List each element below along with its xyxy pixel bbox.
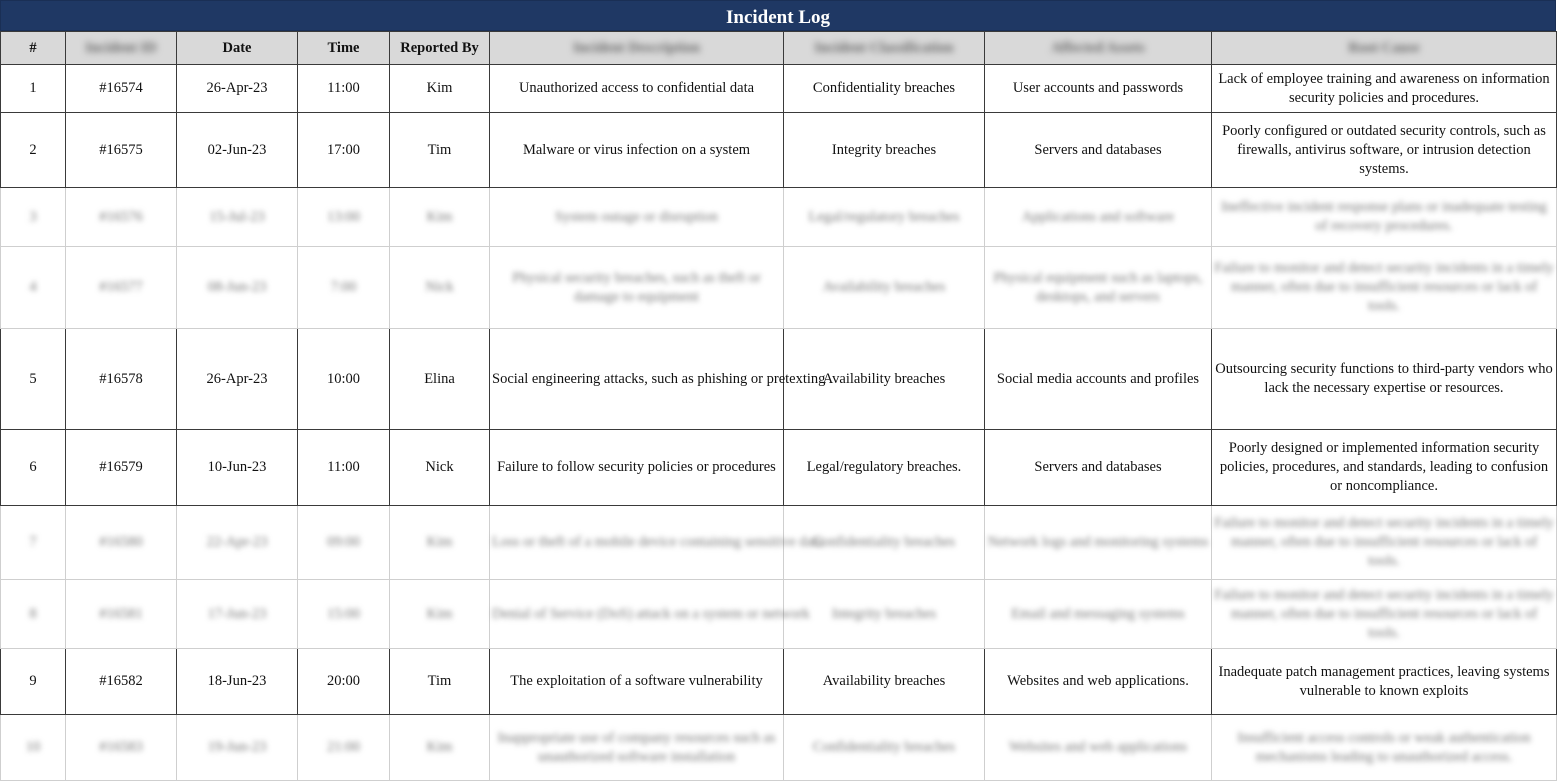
- cell-affected-assets[interactable]: Servers and databases: [985, 113, 1212, 188]
- cell-incident-id[interactable]: #16583: [66, 715, 177, 781]
- cell-reported-by[interactable]: Nick: [390, 430, 490, 506]
- cell-time[interactable]: 15:00: [298, 580, 390, 649]
- cell-affected-assets[interactable]: Websites and web applications: [985, 715, 1212, 781]
- header-num[interactable]: #: [1, 32, 66, 65]
- cell-description[interactable]: Malware or virus infection on a system: [490, 113, 784, 188]
- cell-description[interactable]: Unauthorized access to confidential data: [490, 65, 784, 113]
- cell-time[interactable]: 11:00: [298, 430, 390, 506]
- cell-description[interactable]: The exploitation of a software vulnerability: [490, 649, 784, 715]
- cell-incident-id[interactable]: #16582: [66, 649, 177, 715]
- header-row: [1, 32, 1557, 65]
- cell-reported-by[interactable]: Kim: [390, 65, 490, 113]
- cell-time[interactable]: 21:00: [298, 715, 390, 781]
- header-date[interactable]: Date: [177, 32, 298, 65]
- cell-root-cause[interactable]: Failure to monitor and detect security incidents in a timely manner, often due to insufficient resources or lack of tools.: [1212, 506, 1557, 580]
- table-row: [1, 329, 1557, 430]
- cell-date[interactable]: 10-Jun-23: [177, 430, 298, 506]
- cell-incident-id[interactable]: #16577: [66, 247, 177, 329]
- cell-num[interactable]: 9: [1, 649, 66, 715]
- cell-date[interactable]: 26-Apr-23: [177, 329, 298, 430]
- table-row: [1, 247, 1557, 329]
- table-row: [1, 65, 1557, 113]
- cell-classification[interactable]: Availability breaches: [784, 247, 985, 329]
- cell-classification[interactable]: Legal/regulatory breaches.: [784, 430, 985, 506]
- header-root-cause[interactable]: Root Cause: [1212, 32, 1557, 65]
- cell-classification[interactable]: Confidentiality breaches: [784, 715, 985, 781]
- table-row: [1, 649, 1557, 715]
- cell-reported-by[interactable]: Kim: [390, 188, 490, 247]
- incident-table: [0, 31, 1557, 781]
- sheet-title: Incident Log: [0, 0, 1556, 31]
- table-row: [1, 113, 1557, 188]
- cell-description[interactable]: Failure to follow security policies or procedures: [490, 430, 784, 506]
- cell-num[interactable]: 6: [1, 430, 66, 506]
- cell-root-cause[interactable]: Failure to monitor and detect security incidents in a timely manner, often due to insufficient resources or lack of tools.: [1212, 580, 1557, 649]
- cell-affected-assets[interactable]: Websites and web applications.: [985, 649, 1212, 715]
- cell-date[interactable]: 17-Jun-23: [177, 580, 298, 649]
- cell-num[interactable]: 4: [1, 247, 66, 329]
- cell-reported-by[interactable]: Tim: [390, 649, 490, 715]
- header-time[interactable]: Time: [298, 32, 390, 65]
- cell-date[interactable]: 18-Jun-23: [177, 649, 298, 715]
- cell-date[interactable]: 26-Apr-23: [177, 65, 298, 113]
- cell-incident-id[interactable]: #16575: [66, 113, 177, 188]
- cell-date[interactable]: 19-Jun-23: [177, 715, 298, 781]
- cell-date[interactable]: 08-Jun-23: [177, 247, 298, 329]
- cell-affected-assets[interactable]: Network logs and monitoring systems: [985, 506, 1212, 580]
- cell-reported-by[interactable]: Nick: [390, 247, 490, 329]
- table-row: [1, 188, 1557, 247]
- cell-affected-assets[interactable]: Social media accounts and profiles: [985, 329, 1212, 430]
- cell-description[interactable]: Social engineering attacks, such as phishing or pretexting: [490, 329, 784, 430]
- cell-date[interactable]: 22-Apr-23: [177, 506, 298, 580]
- cell-time[interactable]: 11:00: [298, 65, 390, 113]
- cell-root-cause[interactable]: Poorly designed or implemented information security policies, procedures, and standards, leading to confusion or noncompliance.: [1212, 430, 1557, 506]
- cell-reported-by[interactable]: Elina: [390, 329, 490, 430]
- table-row: [1, 580, 1557, 649]
- cell-time[interactable]: 20:00: [298, 649, 390, 715]
- cell-incident-id[interactable]: #16576: [66, 188, 177, 247]
- cell-affected-assets[interactable]: Servers and databases: [985, 430, 1212, 506]
- cell-root-cause[interactable]: Poorly configured or outdated security controls, such as firewalls, antivirus software, or intrusion detection systems.: [1212, 113, 1557, 188]
- cell-description[interactable]: Physical security breaches, such as theft or damage to equipment: [490, 247, 784, 329]
- cell-num[interactable]: 3: [1, 188, 66, 247]
- cell-incident-id[interactable]: #16574: [66, 65, 177, 113]
- cell-incident-id[interactable]: #16578: [66, 329, 177, 430]
- cell-classification[interactable]: Availability breaches: [784, 329, 985, 430]
- cell-root-cause[interactable]: Lack of employee training and awareness on information security policies and procedures.: [1212, 65, 1557, 113]
- cell-num[interactable]: 1: [1, 65, 66, 113]
- cell-root-cause[interactable]: Inadequate patch management practices, leaving systems vulnerable to known exploits: [1212, 649, 1557, 715]
- cell-affected-assets[interactable]: Email and messaging systems: [985, 580, 1212, 649]
- cell-description[interactable]: Loss or theft of a mobile device containing sensitive data: [490, 506, 784, 580]
- cell-classification[interactable]: Availability breaches: [784, 649, 985, 715]
- cell-classification[interactable]: Legal/regulatory breaches: [784, 188, 985, 247]
- cell-reported-by[interactable]: Kim: [390, 580, 490, 649]
- cell-root-cause[interactable]: Failure to monitor and detect security incidents in a timely manner, often due to insufficient resources or lack of tools.: [1212, 247, 1557, 329]
- cell-num[interactable]: 7: [1, 506, 66, 580]
- cell-time[interactable]: 7:00: [298, 247, 390, 329]
- cell-affected-assets[interactable]: User accounts and passwords: [985, 65, 1212, 113]
- table-row: [1, 506, 1557, 580]
- cell-description[interactable]: Inappropriate use of company resources such as unauthorized software installation: [490, 715, 784, 781]
- cell-time[interactable]: 13:00: [298, 188, 390, 247]
- cell-classification[interactable]: Confidentiality breaches: [784, 506, 985, 580]
- cell-classification[interactable]: Confidentiality breaches: [784, 65, 985, 113]
- cell-description[interactable]: Denial of Service (DoS) attack on a system or network: [490, 580, 784, 649]
- header-incident-id[interactable]: Incident ID: [66, 32, 177, 65]
- cell-time[interactable]: 10:00: [298, 329, 390, 430]
- cell-classification[interactable]: Integrity breaches: [784, 113, 985, 188]
- header-affected-assets[interactable]: Affected Assets: [985, 32, 1212, 65]
- cell-incident-id[interactable]: #16579: [66, 430, 177, 506]
- header-reported-by[interactable]: Reported By: [390, 32, 490, 65]
- cell-root-cause[interactable]: Ineffective incident response plans or inadequate testing of recovery procedures.: [1212, 188, 1557, 247]
- cell-description[interactable]: System outage or disruption: [490, 188, 784, 247]
- cell-date[interactable]: 15-Jul-23: [177, 188, 298, 247]
- cell-reported-by[interactable]: Kim: [390, 506, 490, 580]
- cell-root-cause[interactable]: Insufficient access controls or weak authentication mechanisms leading to unauthorized access.: [1212, 715, 1557, 781]
- cell-classification[interactable]: Integrity breaches: [784, 580, 985, 649]
- cell-root-cause[interactable]: Outsourcing security functions to third-party vendors who lack the necessary expertise or resources.: [1212, 329, 1557, 430]
- cell-reported-by[interactable]: Kim: [390, 715, 490, 781]
- cell-num[interactable]: 10: [1, 715, 66, 781]
- table-row: [1, 715, 1557, 781]
- cell-incident-id[interactable]: #16580: [66, 506, 177, 580]
- cell-num[interactable]: 8: [1, 580, 66, 649]
- cell-time[interactable]: 17:00: [298, 113, 390, 188]
- cell-incident-id[interactable]: #16581: [66, 580, 177, 649]
- cell-time[interactable]: 09:00: [298, 506, 390, 580]
- cell-num[interactable]: 5: [1, 329, 66, 430]
- cell-reported-by[interactable]: Tim: [390, 113, 490, 188]
- header-description[interactable]: Incident Description: [490, 32, 784, 65]
- table-row: [1, 430, 1557, 506]
- cell-affected-assets[interactable]: Applications and software: [985, 188, 1212, 247]
- header-classification[interactable]: Incident Classification: [784, 32, 985, 65]
- cell-date[interactable]: 02-Jun-23: [177, 113, 298, 188]
- cell-num[interactable]: 2: [1, 113, 66, 188]
- cell-affected-assets[interactable]: Physical equipment such as laptops, desktops, and servers: [985, 247, 1212, 329]
